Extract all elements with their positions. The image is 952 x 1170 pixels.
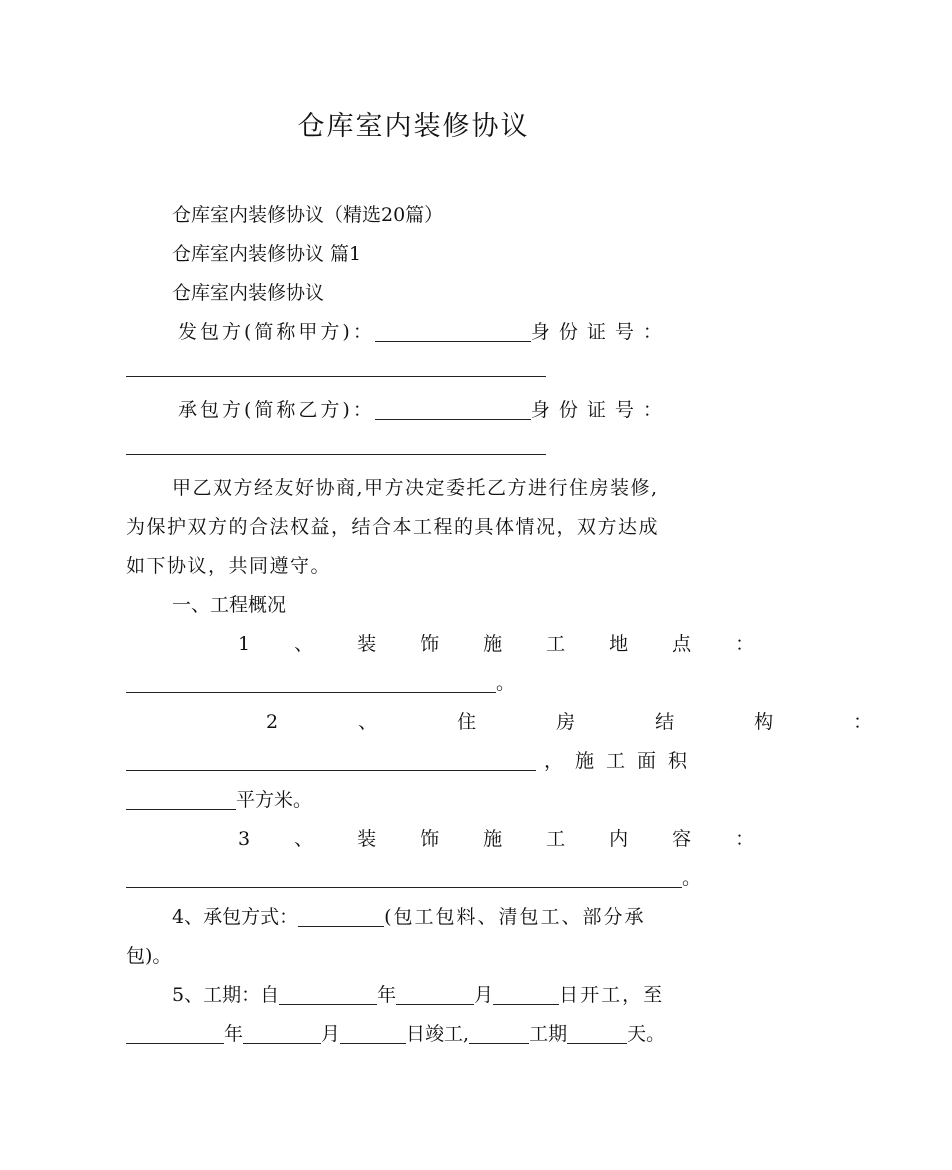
item-2-area-row xyxy=(126,785,702,812)
item-4-mode-blank[interactable] xyxy=(298,908,384,927)
document-title: 仓库室内装修协议 xyxy=(297,111,530,142)
party-b-label: 承包方(简称乙方)： xyxy=(178,399,375,421)
item-2-row xyxy=(126,746,702,773)
item-5-month-label: 月 xyxy=(474,984,494,1006)
document-subtitle: 仓库室内装修协议（精选20篇） xyxy=(172,204,444,226)
item-5-start-label: 日开工，至 xyxy=(559,984,665,1006)
item-2-area-blank[interactable] xyxy=(126,791,236,810)
item-5-period-start-blank[interactable] xyxy=(469,1025,529,1044)
intro-line-3: 如下协议，共同遵守。 xyxy=(126,555,332,577)
item-2-label: 2、住房结构： xyxy=(266,711,952,733)
item-5-end-day-blank[interactable] xyxy=(340,1025,406,1044)
party-b-id-label: 身份证号： xyxy=(530,399,671,421)
party-b-id-row xyxy=(126,434,702,456)
item-2-unit: 平方米。 xyxy=(236,789,313,811)
item-1-end: 。 xyxy=(496,672,516,694)
section-1-heading: 一、工程概况 xyxy=(172,594,287,616)
item-2-area-label: ，施工面积 xyxy=(544,750,700,772)
item-5-end-year-blank[interactable] xyxy=(126,1025,224,1044)
party-a-name-blank[interactable] xyxy=(375,323,531,342)
item-5-start-year-blank[interactable] xyxy=(279,986,377,1005)
item-5-end-month-blank[interactable] xyxy=(243,1025,321,1044)
item-1-label: 1、装饰施工地点： xyxy=(238,633,799,655)
item-5-month2-label: 月 xyxy=(321,1023,341,1045)
party-b-id-blank[interactable] xyxy=(126,436,546,455)
item-5-row xyxy=(172,980,702,1007)
agreement-title: 仓库室内装修协议 xyxy=(172,282,325,304)
item-2-structure-blank[interactable] xyxy=(126,752,536,771)
party-a-label: 发包方(简称甲方)： xyxy=(178,321,375,343)
item-5-end-label: 日竣工, xyxy=(406,1023,470,1045)
party-b-name-blank[interactable] xyxy=(375,401,531,420)
party-a-id-row xyxy=(126,356,702,378)
item-1-address-blank[interactable] xyxy=(126,674,496,693)
item-4-prefix: 4、承包方式： xyxy=(172,906,299,928)
item-4-options: (包工包料、清包工、部分承 xyxy=(384,906,646,928)
item-1-row xyxy=(126,668,702,695)
item-5-days-label: 天。 xyxy=(627,1023,666,1045)
item-3-label: 3、装饰施工内容： xyxy=(238,828,799,850)
item-5-prefix: 5、工期：自 xyxy=(172,984,280,1006)
intro-line-2: 为保护双方的合法权益，结合本工程的具体情况，双方达成 xyxy=(126,516,660,538)
party-b-row xyxy=(178,395,702,422)
item-5-year-label: 年 xyxy=(377,984,397,1006)
item-3-row xyxy=(126,863,702,890)
party-a-id-label: 身份证号： xyxy=(530,321,671,343)
party-a-id-blank[interactable] xyxy=(126,358,546,377)
item-3-content-blank[interactable] xyxy=(126,869,682,888)
item-5-start-day-blank[interactable] xyxy=(493,986,559,1005)
item-5-days-blank[interactable] xyxy=(567,1025,627,1044)
item-5-year2-label: 年 xyxy=(224,1023,244,1045)
item-4-row xyxy=(172,902,702,929)
item-3-end: 。 xyxy=(682,867,702,889)
item-5-start-month-blank[interactable] xyxy=(396,986,474,1005)
item-4-cont: 包)。 xyxy=(126,945,172,967)
section-heading: 仓库室内装修协议 篇1 xyxy=(172,243,362,265)
party-a-row xyxy=(178,317,702,344)
intro-line-1: 甲乙双方经友好协商,甲方决定委托乙方进行住房装修, xyxy=(172,477,659,499)
item-5-row-2 xyxy=(126,1019,702,1046)
item-5-period-label: 工期 xyxy=(529,1023,568,1045)
